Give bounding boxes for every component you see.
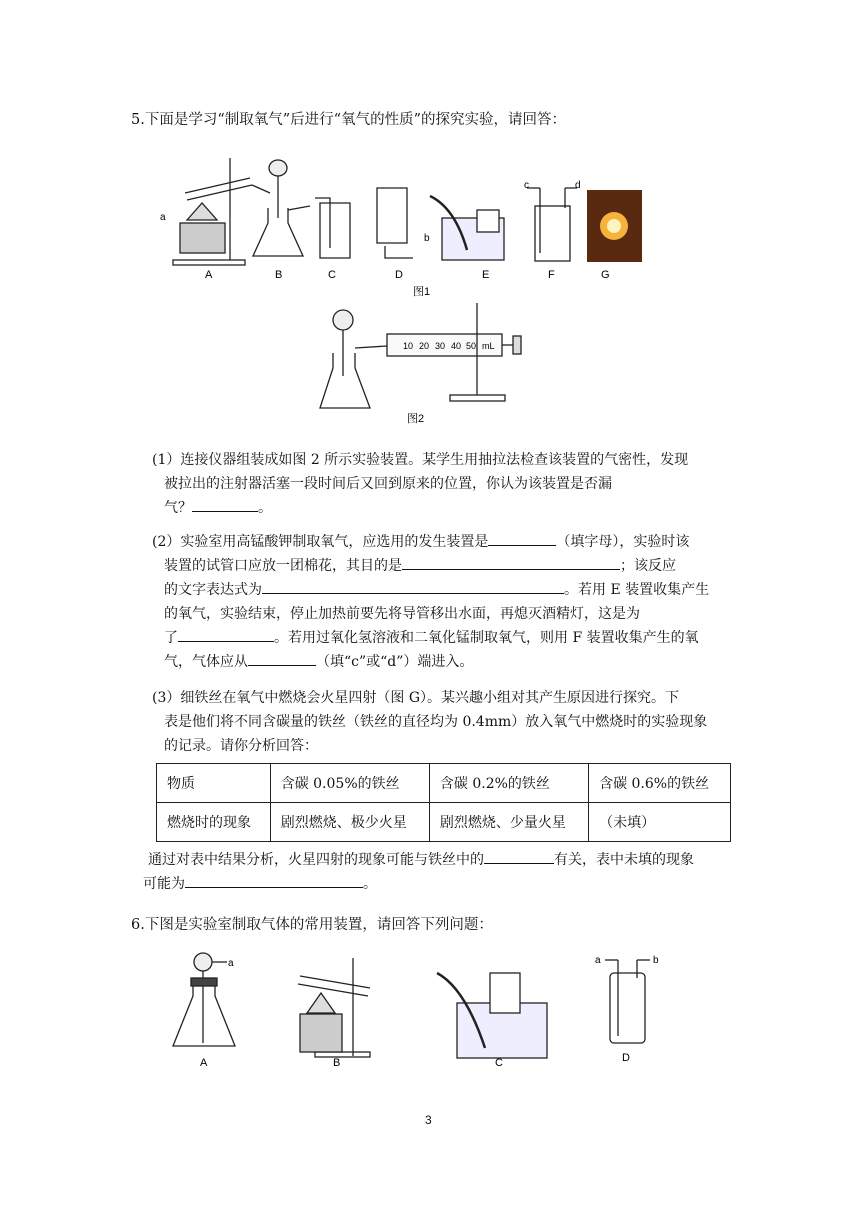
svg-text:20: 20 xyxy=(419,341,430,351)
label-a: a xyxy=(160,212,166,223)
label-c: c xyxy=(524,180,529,191)
answer-blank-7[interactable] xyxy=(484,849,554,864)
q5-part-1: (1）连接仪器组装成如图 2 所示实验装置。某学生用抽拉法检查该装置的气密性，发现 被拉出的注射器活塞一段时间后又回到原来的位置，你认为该装置是否漏 气？ 。 xyxy=(152,452,689,516)
fig1-label-C: C xyxy=(328,269,336,281)
alcohol-lamp xyxy=(187,203,217,220)
iron-wire-table xyxy=(156,763,731,842)
fig2-caption: 图2 xyxy=(407,413,425,425)
label-d: d xyxy=(575,180,581,191)
answer-blank-3[interactable] xyxy=(402,555,620,570)
svg-text:mL: mL xyxy=(482,341,495,351)
table-row: 燃烧时的现象 剧烈燃烧、极少火星 剧烈燃烧、少量火星 （未填） xyxy=(157,803,731,842)
svg-text:50: 50 xyxy=(466,341,477,351)
q6-label-A: A xyxy=(200,1057,208,1069)
wood-block xyxy=(180,223,225,253)
answer-blank-6[interactable] xyxy=(248,651,316,666)
stand-base xyxy=(173,260,245,265)
answer-blank-8[interactable] xyxy=(185,873,363,888)
svg-text:30: 30 xyxy=(435,341,446,351)
figure-q6-apparatus xyxy=(165,948,685,1073)
svg-text:b: b xyxy=(653,955,659,966)
q6-label-D: D xyxy=(622,1052,630,1064)
answer-blank-2[interactable] xyxy=(488,531,556,546)
svg-text:40: 40 xyxy=(451,341,462,351)
table-row: 物质 含碳 0.05%的铁丝 含碳 0.2%的铁丝 含碳 0.6%的铁丝 xyxy=(157,764,731,803)
figure-1-apparatus xyxy=(155,148,655,298)
figure-2-apparatus xyxy=(315,298,530,428)
svg-text:10: 10 xyxy=(403,341,414,351)
answer-blank-4[interactable] xyxy=(262,579,564,594)
question-6-title: 6.下图是实验室制取气体的常用装置，请回答下列问题： xyxy=(131,917,493,933)
answer-blank-5[interactable] xyxy=(178,627,274,642)
q5-part-2: (2）实验室用高锰酸钾制取氧气，应选用的发生装置是 （填字母），实验时该 装置的试管口应放一团棉花，其目的是 ；该反应 的文字表达式为 。若用 E 装置收集产生 的氧气，实验结束，停止加热前要先将导管移出水面，再熄灭酒精灯，这是为 了 。若用过氧化氢溶液和二氧化锰制取氧气，则用 F 装置收集产生的氧 气，气体应从 （填“c”或“d”）端进入。 xyxy=(152,530,737,674)
test-tube xyxy=(185,178,250,193)
fig1-label-D: D xyxy=(395,269,403,281)
fig1-label-E: E xyxy=(482,269,490,281)
fig1-label-F: F xyxy=(548,269,555,281)
fig1-label-G: G xyxy=(601,269,610,281)
label-b: b xyxy=(424,233,430,244)
fig1-caption: 图1 xyxy=(413,286,431,298)
svg-text:a: a xyxy=(595,955,601,966)
q5-analysis: 通过对表中结果分析，火星四射的现象可能与铁丝中的 有关，表中未填的现象 可能为 。 xyxy=(148,848,743,896)
q6-label-B: B xyxy=(333,1057,341,1069)
question-5-title: 5.下面是学习“制取氧气”后进行“氧气的性质”的探究实验，请回答： xyxy=(131,112,566,128)
svg-text:a: a xyxy=(228,958,234,969)
answer-blank-1[interactable] xyxy=(192,497,258,512)
fig1-label-A: A xyxy=(205,269,213,281)
fig1-label-B: B xyxy=(275,269,283,281)
page-number: 3 xyxy=(425,1113,432,1127)
q5-part-3: (3）细铁丝在氧气中燃烧会火星四射（图 G）。某兴趣小组对其产生原因进行探究。下 表是他们将不同含碳量的铁丝（铁丝的直径均为 0.4mm）放入氧气中燃烧时的实验现象 的记录。请你分析回答： xyxy=(152,690,708,754)
separatory-funnel xyxy=(269,160,287,176)
q6-label-C: C xyxy=(495,1057,503,1069)
